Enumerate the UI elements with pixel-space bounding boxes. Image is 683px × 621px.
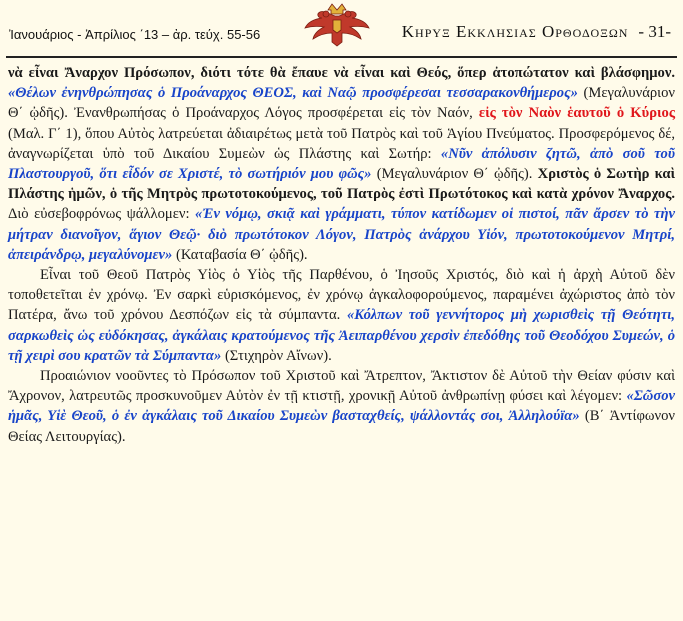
journal-title-line [402, 22, 671, 42]
paragraph-2 [8, 265, 675, 366]
hymn-quote: «Κόλπων τοῦ γεννήτορος μὴ χωρισθεὶς τῇ Θεότητι, σαρκωθεὶς ὡς εὐδόκησας, ἀγκάλαις κρατούμενος τῆς Ἀειπαρθένου χερσὶν ἐπεδόθης τοῦ Θεοδόχου Συμεών, ὁ τῇ χειρὶ σου κρατῶν τὰ Σύμπαντα» [8, 307, 675, 364]
hymn-quote: «Ἐν νόμῳ, σκιᾷ καὶ γράμματι, τύπον κατίδωμεν οἱ πιστοί, πᾶν ἄρσεν τὸ τὴν μήτραν διανοῖγον, ἅγιον Θεῷ· διὸ πρωτότοκον Λόγον, Πατρὸς ἀνάρχου Υἱόν, πρωτοτοκούμενον Μητρί, ἀπειράνδρῳ, μεγαλύνομεν» [8, 206, 675, 263]
body-text: (Μαλ. Γ΄ 1), ὅπου Αὐτὸς λατρεύεται ἀδιαιρέτως μετὰ τοῦ Πατρὸς καὶ τοῦ Ἁγίου Πνεύματος. Προσφερόμενος δέ, ἀναγνωρίζεται ὑπὸ τοῦ Δικαίου Συμεὼν ὡς Πλάστης καὶ Σωτήρ: [8, 125, 675, 162]
page-header [0, 0, 683, 58]
citation: (Καταβασία Θ΄ ᾠδῆς). [175, 246, 308, 263]
paragraph-1 [8, 63, 675, 265]
hymn-quote: «Θέλων ἐνηνθρώπησας ὁ Προάναρχος ΘΕΟΣ, καὶ Ναῷ προσφέρεσαι τεσσαρακονθήμερος» [8, 85, 578, 102]
hymn-quote: «Νῦν ἀπόλυσιν ζητῶ, ἀπὸ σοῦ τοῦ Πλαστουργοῦ, ὅτι εἶδόν σε Χριστέ, τὸ σωτήριόν μου φῶς» [8, 145, 675, 183]
article-body [8, 63, 675, 447]
page-number: - 31- [638, 22, 671, 41]
body-text: Εἶναι τοῦ Θεοῦ Πατρὸς Υἱὸς ὁ Υἱὸς τῆς Παρθένου, ὁ Ἰησοῦς Χριστός, διὸ καὶ ἡ ἀρχὴ Αὐτοῦ δὲν τοποθετεῖται ἐν χρόνῳ. Ἐν σαρκὶ εὑρισκόμενος, ἐν χρόνῳ ἀγκαλοφορούμενος, παραμένει ἀχώριστος ἀπὸ τὸν Πατέρα, ἄνω τοῦ χρόνου Δεσπόζων εἰς τὰ σύμπαντα. [8, 267, 675, 324]
citation: (Μεγαλυνάριον Θ΄ ᾠδῆς). [376, 166, 533, 183]
journal-title: Κηρυξ Εκκλησιας Ορθοδοξων [401, 22, 629, 41]
body-text: Προαιώνιον νοοῦντες τὸ Πρόσωπον τοῦ Χριστοῦ καὶ Ἄτρεπτον, Ἄκτιστον δὲ Αὐτοῦ τὴν Θείαν φύσιν καὶ Ἄχρονον, λατρευτῶς προσκυνοῦμεν Αὐτὸν ἐν τῇ κτιστῇ, χρονικῇ Αὐτοῦ ἀνθρωπίνῃ φύσει καὶ λέγομεν: [8, 368, 675, 405]
bold-text: νὰ εἶναι Ἄναρχον Πρόσωπον, διότι τότε θὰ ἔπαυε νὰ εἶναι καὶ Θεός, ὅπερ ἀτοπώτατον καὶ βλάσφημον. [8, 65, 675, 81]
body-text: Διὸ εὐσεβοφρόνως ψάλλομεν: [8, 206, 190, 223]
citation: (Στιχηρὸν Αἴνων). [224, 347, 332, 364]
bold-text: Χριστὸς ὁ Σωτὴρ καὶ Πλάστης ἡμῶν, ὁ τῆς Μητρὸς πρωτοτοκούμενος, τοῦ Πατρὸς ἐστὶ Πρωτότοκος καὶ κατὰ χρόνον Ἄναρχος. [8, 166, 676, 203]
issue-info: Ἰανουάριος - Ἀπρίλιος ΄13 – ἀρ. τεύχ. 55-56 [9, 27, 261, 42]
body-text: (Μεγαλυνάριον Θ΄ ᾠδῆς). Ἐνανθρωπήσας ὁ Προάναρχος Λόγος προσφέρεται εἰς τὸν Ναόν, [8, 85, 675, 122]
citation: (Β΄ Ἀντίφωνον Θείας Λειτουργίας). [8, 408, 675, 445]
header-rule [6, 56, 677, 58]
double-headed-eagle-icon [302, 2, 372, 48]
scripture-emphasis: εἰς τὸν Ναὸν ἑαυτοῦ ὁ Κύριος [478, 105, 675, 122]
paragraph-3 [8, 366, 675, 447]
hymn-quote: «Σῶσον ἡμᾶς, Υἱὲ Θεοῦ, ὁ ἐν ἀγκάλαις τοῦ Δικαίου Συμεὼν βασταχθείς, ψάλλοντάς σοι, Ἀλληλούϊα» [8, 388, 675, 425]
